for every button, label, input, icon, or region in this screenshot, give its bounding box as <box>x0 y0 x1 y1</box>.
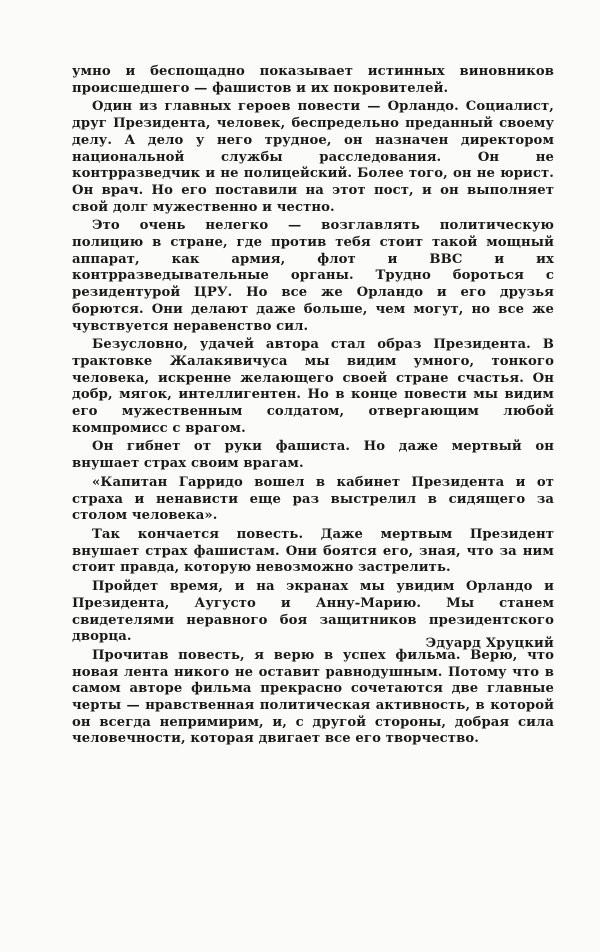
paragraph-4: Безусловно, удачей автора стал образ Президента. В трактовке Жалакявичуса мы видим умного, тонкого человека, искренне желающего своей стране счастья. Он добр, мягок, интеллигентен. Но в конце повести мы видим его мужественным солдатом, отвергающим любой компромисс с врагом. <box>72 337 554 436</box>
paragraph-7: Так кончается повесть. Даже мертвым Президент внушает страх фашистам. Они боятся его, зная, что за ним стоит правда, которую невозможно застрелить. <box>72 526 554 576</box>
paragraph-2: Один из главных героев повести — Орландо. Социалист, друг Президента, человек, беспредельно преданный своему делу. А дело у него трудное, он назначен директором национальной службы расследования. Он не контрразведчик и не полицейский. Более того, он не юрист. Он врач. Но его поставили на этот пост, и он выполняет свой долг мужественно и честно. <box>72 99 554 215</box>
paragraph-8: Пройдет время, и на экранах мы увидим Орландо и Президента, Аугусто и Анну-Марию. Мы станем свидетелями неравного боя защитников президентского дворца. <box>72 579 554 645</box>
paragraph-3: Это очень нелегко — возглавлять политическую полицию в стране, где против тебя стоит такой мощный аппарат, как армия, флот и ВВС и их контрразведывательные органы. Трудно бороться с резидентурой ЦРУ. Но все же Орландо и его друзья борются. Они делают даже больше, чем могут, но все же чувствуется неравенство сил. <box>72 218 554 334</box>
paragraph-1: умно и беспощадно показывает истинных виновников происшедшего — фашистов и их покровителей. <box>72 64 554 96</box>
quote-paragraph: «Капитан Гарридо вошел в кабинет Президента и от страха и ненависти еще раз выстрелил в сидящего за столом человека». <box>72 474 554 524</box>
author-signature: Эдуард Хруцкий <box>425 636 554 651</box>
paragraph-5: Он гибнет от руки фашиста. Но даже мертвый он внушает страх своим врагам. <box>72 439 554 472</box>
paragraph-9: Прочитав повесть, я верю в успех фильма. Верю, что новая лента никого не оставит равнодушным. Потому что в самом авторе фильма прекрасно сочетаются две главные черты — нравственная политическая активность, в которой он всегда непримирим, и, с другой стороны, добрая сила человечности, которая двигает все его творчество. <box>72 647 554 747</box>
